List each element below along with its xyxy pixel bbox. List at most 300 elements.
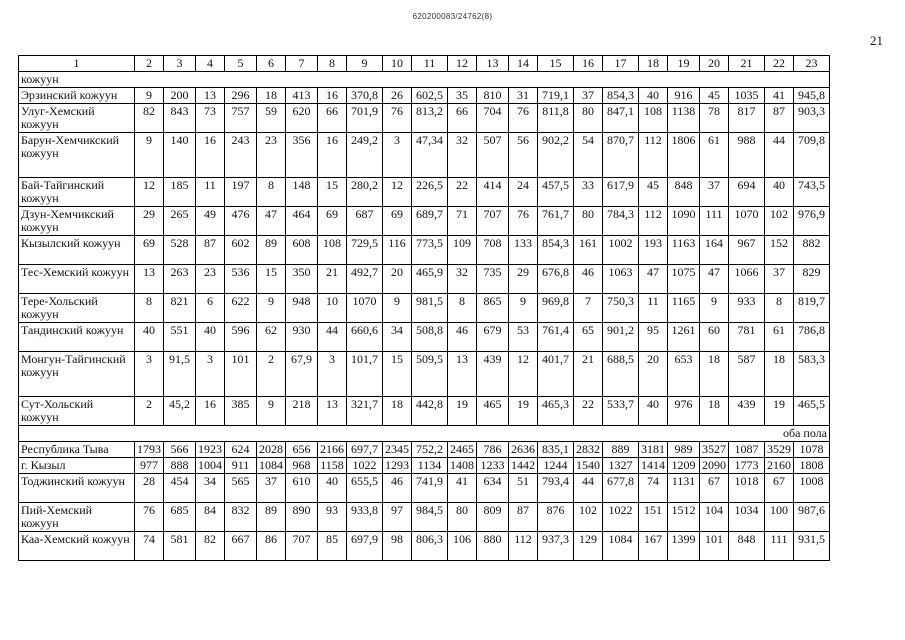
- value-cell: 280,2: [347, 178, 383, 207]
- value-cell: 454: [164, 474, 196, 503]
- table-row: [19, 503, 830, 532]
- region-name-cell: г. Кызыл: [19, 458, 135, 474]
- value-cell: 9: [383, 294, 412, 323]
- column-number-cell: 16: [574, 56, 603, 72]
- value-cell: 888: [164, 458, 196, 474]
- value-cell: 1399: [668, 532, 700, 561]
- value-cell: 74: [135, 532, 164, 561]
- value-cell: 1165: [668, 294, 700, 323]
- column-number-cell: 18: [639, 56, 668, 72]
- value-cell: 370,8: [347, 88, 383, 104]
- value-cell: 707: [477, 207, 509, 236]
- value-cell: 735: [477, 265, 509, 294]
- value-cell: 26: [383, 88, 412, 104]
- value-cell: 1018: [729, 474, 765, 503]
- value-cell: 3: [196, 352, 225, 397]
- value-cell: 80: [574, 207, 603, 236]
- value-cell: 697,7: [347, 442, 383, 458]
- value-cell: 13: [196, 88, 225, 104]
- table-row: [19, 474, 830, 503]
- value-cell: 84: [196, 503, 225, 532]
- value-cell: 218: [286, 397, 318, 426]
- value-cell: 37: [765, 265, 794, 294]
- value-cell: 243: [225, 133, 257, 178]
- value-cell: 18: [765, 352, 794, 397]
- region-name-cell: Улуг-Хемский кожуун: [19, 104, 135, 133]
- value-cell: 45: [639, 178, 668, 207]
- value-cell: 457,5: [538, 178, 574, 207]
- column-number-cell: 8: [318, 56, 347, 72]
- value-cell: 916: [668, 88, 700, 104]
- value-cell: 152: [765, 236, 794, 265]
- value-cell: 89: [257, 236, 286, 265]
- region-name-cell: Пий-Хемский кожуун: [19, 503, 135, 532]
- value-cell: 813,2: [412, 104, 448, 133]
- value-cell: 97: [383, 503, 412, 532]
- value-cell: 19: [509, 397, 538, 426]
- value-cell: 667: [225, 532, 257, 561]
- value-cell: 9: [700, 294, 729, 323]
- column-number-cell: 10: [383, 56, 412, 72]
- value-cell: 937,3: [538, 532, 574, 561]
- value-cell: 101: [225, 352, 257, 397]
- value-cell: 69: [383, 207, 412, 236]
- value-cell: 1075: [668, 265, 700, 294]
- value-cell: 968: [286, 458, 318, 474]
- value-cell: 193: [639, 236, 668, 265]
- value-cell: 67,9: [286, 352, 318, 397]
- value-cell: 61: [700, 133, 729, 178]
- value-cell: 1002: [603, 236, 639, 265]
- value-cell: 3: [318, 352, 347, 397]
- column-number-cell: 3: [164, 56, 196, 72]
- value-cell: 507: [477, 133, 509, 178]
- value-cell: 610: [286, 474, 318, 503]
- section-label-mid: [19, 426, 830, 442]
- value-cell: 18: [700, 352, 729, 397]
- value-cell: 653: [668, 352, 700, 397]
- value-cell: 112: [639, 207, 668, 236]
- value-cell: 15: [383, 352, 412, 397]
- value-cell: 773,5: [412, 236, 448, 265]
- value-cell: 694: [729, 178, 765, 207]
- value-cell: 811,8: [538, 104, 574, 133]
- value-cell: 133: [509, 236, 538, 265]
- value-cell: 528: [164, 236, 196, 265]
- value-cell: 45,2: [164, 397, 196, 426]
- region-name-cell: Тес-Хемский кожуун: [19, 265, 135, 294]
- value-cell: 16: [196, 397, 225, 426]
- value-cell: 1063: [603, 265, 639, 294]
- value-cell: 465,3: [538, 397, 574, 426]
- value-cell: 832: [225, 503, 257, 532]
- value-cell: 624: [225, 442, 257, 458]
- value-cell: 1793: [135, 442, 164, 458]
- value-cell: 1070: [347, 294, 383, 323]
- value-cell: 757: [225, 104, 257, 133]
- value-cell: 18: [700, 397, 729, 426]
- value-cell: 350: [286, 265, 318, 294]
- value-cell: 3529: [765, 442, 794, 458]
- value-cell: 602: [225, 236, 257, 265]
- value-cell: 46: [383, 474, 412, 503]
- value-cell: 679: [477, 323, 509, 352]
- value-cell: 102: [765, 207, 794, 236]
- value-cell: 47: [700, 265, 729, 294]
- value-cell: 15: [318, 178, 347, 207]
- value-cell: 847,1: [603, 104, 639, 133]
- value-cell: 401,7: [538, 352, 574, 397]
- region-name-cell: Тоджинский кожуун: [19, 474, 135, 503]
- value-cell: 3527: [700, 442, 729, 458]
- value-cell: 101,7: [347, 352, 383, 397]
- value-cell: 108: [639, 104, 668, 133]
- value-cell: 476: [225, 207, 257, 236]
- table-row: [19, 104, 830, 133]
- column-number-cell: 20: [700, 56, 729, 72]
- value-cell: 835,1: [538, 442, 574, 458]
- value-cell: 817: [729, 104, 765, 133]
- value-cell: 35: [448, 88, 477, 104]
- value-cell: 82: [135, 104, 164, 133]
- value-cell: 876: [538, 503, 574, 532]
- page-number: 21: [870, 33, 883, 48]
- value-cell: 80: [574, 104, 603, 133]
- value-cell: 10: [318, 294, 347, 323]
- value-cell: 969,8: [538, 294, 574, 323]
- value-cell: 533,7: [603, 397, 639, 426]
- value-cell: 810: [477, 88, 509, 104]
- value-cell: 1163: [668, 236, 700, 265]
- value-cell: 86: [257, 532, 286, 561]
- value-cell: 8: [257, 178, 286, 207]
- value-cell: 709,8: [794, 133, 830, 178]
- value-cell: 781: [729, 323, 765, 352]
- value-cell: 62: [257, 323, 286, 352]
- value-cell: 848: [729, 532, 765, 561]
- value-cell: 793,4: [538, 474, 574, 503]
- value-cell: 71: [448, 207, 477, 236]
- value-cell: 987,6: [794, 503, 830, 532]
- value-cell: 596: [225, 323, 257, 352]
- value-cell: 46: [574, 265, 603, 294]
- value-cell: 8: [448, 294, 477, 323]
- value-cell: 226,5: [412, 178, 448, 207]
- value-cell: 47: [257, 207, 286, 236]
- value-cell: 9: [135, 88, 164, 104]
- value-cell: 9: [509, 294, 538, 323]
- value-cell: 76: [509, 104, 538, 133]
- value-cell: 321,7: [347, 397, 383, 426]
- region-name-cell: Дзун-Хемчикский кожуун: [19, 207, 135, 236]
- value-cell: 44: [318, 323, 347, 352]
- table-row: [19, 532, 830, 561]
- value-cell: 933: [729, 294, 765, 323]
- value-cell: 1408: [448, 458, 477, 474]
- value-cell: 551: [164, 323, 196, 352]
- table-row: [19, 397, 830, 426]
- value-cell: 23: [196, 265, 225, 294]
- value-cell: 1084: [603, 532, 639, 561]
- value-cell: 1806: [668, 133, 700, 178]
- table-row: [19, 265, 830, 294]
- value-cell: 930: [286, 323, 318, 352]
- value-cell: 51: [509, 474, 538, 503]
- value-cell: 40: [196, 323, 225, 352]
- value-cell: 1004: [196, 458, 225, 474]
- table-row: [19, 88, 830, 104]
- value-cell: 1327: [603, 458, 639, 474]
- value-cell: 18: [383, 397, 412, 426]
- value-cell: 40: [765, 178, 794, 207]
- value-cell: 948: [286, 294, 318, 323]
- document-code: 620200083/24762(8): [412, 12, 493, 21]
- value-cell: 47: [639, 265, 668, 294]
- value-cell: 984,5: [412, 503, 448, 532]
- value-cell: 45: [700, 88, 729, 104]
- column-number-cell: 7: [286, 56, 318, 72]
- value-cell: 37: [257, 474, 286, 503]
- value-cell: 265: [164, 207, 196, 236]
- value-cell: 80: [448, 503, 477, 532]
- value-cell: 2832: [574, 442, 603, 458]
- column-number-cell: 13: [477, 56, 509, 72]
- value-cell: 54: [574, 133, 603, 178]
- value-cell: 902,2: [538, 133, 574, 178]
- value-cell: 933,8: [347, 503, 383, 532]
- value-cell: 34: [196, 474, 225, 503]
- value-cell: 806,3: [412, 532, 448, 561]
- value-cell: 3: [135, 352, 164, 397]
- value-cell: 1022: [347, 458, 383, 474]
- value-cell: 414: [477, 178, 509, 207]
- value-cell: 865: [477, 294, 509, 323]
- value-cell: 73: [196, 104, 225, 133]
- value-cell: 784,3: [603, 207, 639, 236]
- value-cell: 61: [765, 323, 794, 352]
- value-cell: 23: [257, 133, 286, 178]
- value-cell: 413: [286, 88, 318, 104]
- value-cell: 111: [765, 532, 794, 561]
- region-name-cell: Барун-Хемчикский кожуун: [19, 133, 135, 178]
- value-cell: 1442: [509, 458, 538, 474]
- value-cell: 69: [318, 207, 347, 236]
- region-name-cell: Республика Тыва: [19, 442, 135, 458]
- value-cell: 880: [477, 532, 509, 561]
- column-number-row: [19, 56, 830, 72]
- value-cell: 21: [318, 265, 347, 294]
- region-name-cell: Эрзинский кожуун: [19, 88, 135, 104]
- value-cell: 2166: [318, 442, 347, 458]
- column-number-cell: 1: [19, 56, 135, 72]
- value-cell: 20: [639, 352, 668, 397]
- column-number-cell: 21: [729, 56, 765, 72]
- value-cell: 854,3: [538, 236, 574, 265]
- value-cell: 59: [257, 104, 286, 133]
- value-cell: 976,9: [794, 207, 830, 236]
- value-cell: 620: [286, 104, 318, 133]
- value-cell: 1293: [383, 458, 412, 474]
- value-cell: 11: [639, 294, 668, 323]
- value-cell: 701,9: [347, 104, 383, 133]
- value-cell: 1261: [668, 323, 700, 352]
- value-cell: 18: [257, 88, 286, 104]
- table-row: [19, 458, 830, 474]
- value-cell: 492,7: [347, 265, 383, 294]
- value-cell: 3181: [639, 442, 668, 458]
- value-cell: 47,34: [412, 133, 448, 178]
- value-cell: 67: [700, 474, 729, 503]
- region-name-cell: Тере-Хольский кожуун: [19, 294, 135, 323]
- value-cell: 76: [383, 104, 412, 133]
- value-cell: 439: [477, 352, 509, 397]
- value-cell: 509,5: [412, 352, 448, 397]
- value-cell: 29: [509, 265, 538, 294]
- value-cell: 66: [448, 104, 477, 133]
- value-cell: 809: [477, 503, 509, 532]
- value-cell: 743,5: [794, 178, 830, 207]
- value-cell: 685: [164, 503, 196, 532]
- value-cell: 56: [509, 133, 538, 178]
- value-cell: 829: [794, 265, 830, 294]
- value-cell: 719,1: [538, 88, 574, 104]
- value-cell: 44: [574, 474, 603, 503]
- value-cell: 11: [196, 178, 225, 207]
- value-cell: 37: [574, 88, 603, 104]
- value-cell: 750,3: [603, 294, 639, 323]
- value-cell: 967: [729, 236, 765, 265]
- value-cell: 848: [668, 178, 700, 207]
- value-cell: 7: [574, 294, 603, 323]
- value-cell: 882: [794, 236, 830, 265]
- value-cell: 78: [700, 104, 729, 133]
- value-cell: 821: [164, 294, 196, 323]
- column-number-cell: 22: [765, 56, 794, 72]
- value-cell: 1008: [794, 474, 830, 503]
- value-cell: 988: [729, 133, 765, 178]
- value-cell: 8: [765, 294, 794, 323]
- value-cell: 656: [286, 442, 318, 458]
- value-cell: 104: [700, 503, 729, 532]
- value-cell: 704: [477, 104, 509, 133]
- region-name-cell: Сут-Хольский кожуун: [19, 397, 135, 426]
- table-row: [19, 323, 830, 352]
- table-row: [19, 294, 830, 323]
- region-name-cell: Каа-Хемский кожуун: [19, 532, 135, 561]
- value-cell: 40: [639, 397, 668, 426]
- value-cell: 843: [164, 104, 196, 133]
- value-cell: 1087: [729, 442, 765, 458]
- value-cell: 21: [574, 352, 603, 397]
- column-number-cell: 15: [538, 56, 574, 72]
- value-cell: 465,5: [794, 397, 830, 426]
- value-cell: 981,5: [412, 294, 448, 323]
- value-cell: 296: [225, 88, 257, 104]
- value-cell: 16: [196, 133, 225, 178]
- value-cell: 890: [286, 503, 318, 532]
- value-cell: 2: [257, 352, 286, 397]
- value-cell: 29: [135, 207, 164, 236]
- column-number-cell: 9: [347, 56, 383, 72]
- value-cell: 1158: [318, 458, 347, 474]
- value-cell: 634: [477, 474, 509, 503]
- value-cell: 87: [509, 503, 538, 532]
- value-cell: 676,8: [538, 265, 574, 294]
- value-cell: 167: [639, 532, 668, 561]
- value-cell: 12: [135, 178, 164, 207]
- value-cell: 161: [574, 236, 603, 265]
- value-cell: 32: [448, 133, 477, 178]
- value-cell: 76: [135, 503, 164, 532]
- value-cell: 37: [700, 178, 729, 207]
- value-cell: 689,7: [412, 207, 448, 236]
- value-cell: 617,9: [603, 178, 639, 207]
- value-cell: 13: [318, 397, 347, 426]
- value-cell: 129: [574, 532, 603, 561]
- value-cell: 1090: [668, 207, 700, 236]
- value-cell: 32: [448, 265, 477, 294]
- value-cell: 116: [383, 236, 412, 265]
- table-row: [19, 442, 830, 458]
- value-cell: 249,2: [347, 133, 383, 178]
- value-cell: 102: [574, 503, 603, 532]
- value-cell: 439: [729, 397, 765, 426]
- column-number-cell: 17: [603, 56, 639, 72]
- value-cell: 41: [765, 88, 794, 104]
- value-cell: 2465: [448, 442, 477, 458]
- value-cell: 46: [448, 323, 477, 352]
- value-cell: 1540: [574, 458, 603, 474]
- value-cell: 677,8: [603, 474, 639, 503]
- value-cell: 95: [639, 323, 668, 352]
- value-cell: 1131: [668, 474, 700, 503]
- value-cell: 465: [477, 397, 509, 426]
- value-cell: 44: [765, 133, 794, 178]
- value-cell: 112: [639, 133, 668, 178]
- section-label-mid-cell: оба пола: [19, 426, 830, 442]
- value-cell: 2090: [700, 458, 729, 474]
- value-cell: 945,8: [794, 88, 830, 104]
- column-number-cell: 6: [257, 56, 286, 72]
- value-cell: 9: [257, 294, 286, 323]
- value-cell: 41: [448, 474, 477, 503]
- value-cell: 1066: [729, 265, 765, 294]
- table-row: [19, 352, 830, 397]
- value-cell: 69: [135, 236, 164, 265]
- value-cell: 12: [509, 352, 538, 397]
- value-cell: 1035: [729, 88, 765, 104]
- value-cell: 109: [448, 236, 477, 265]
- table-row: [19, 133, 830, 178]
- value-cell: 15: [257, 265, 286, 294]
- value-cell: 752,2: [412, 442, 448, 458]
- value-cell: 148: [286, 178, 318, 207]
- value-cell: 67: [765, 474, 794, 503]
- value-cell: 1022: [603, 503, 639, 532]
- value-cell: 1512: [668, 503, 700, 532]
- value-cell: 19: [765, 397, 794, 426]
- column-number-cell: 5: [225, 56, 257, 72]
- value-cell: 33: [574, 178, 603, 207]
- statistics-table: [18, 55, 830, 561]
- value-cell: 442,8: [412, 397, 448, 426]
- value-cell: 697,9: [347, 532, 383, 561]
- value-cell: 106: [448, 532, 477, 561]
- value-cell: 60: [700, 323, 729, 352]
- value-cell: 74: [639, 474, 668, 503]
- value-cell: 2160: [765, 458, 794, 474]
- value-cell: 622: [225, 294, 257, 323]
